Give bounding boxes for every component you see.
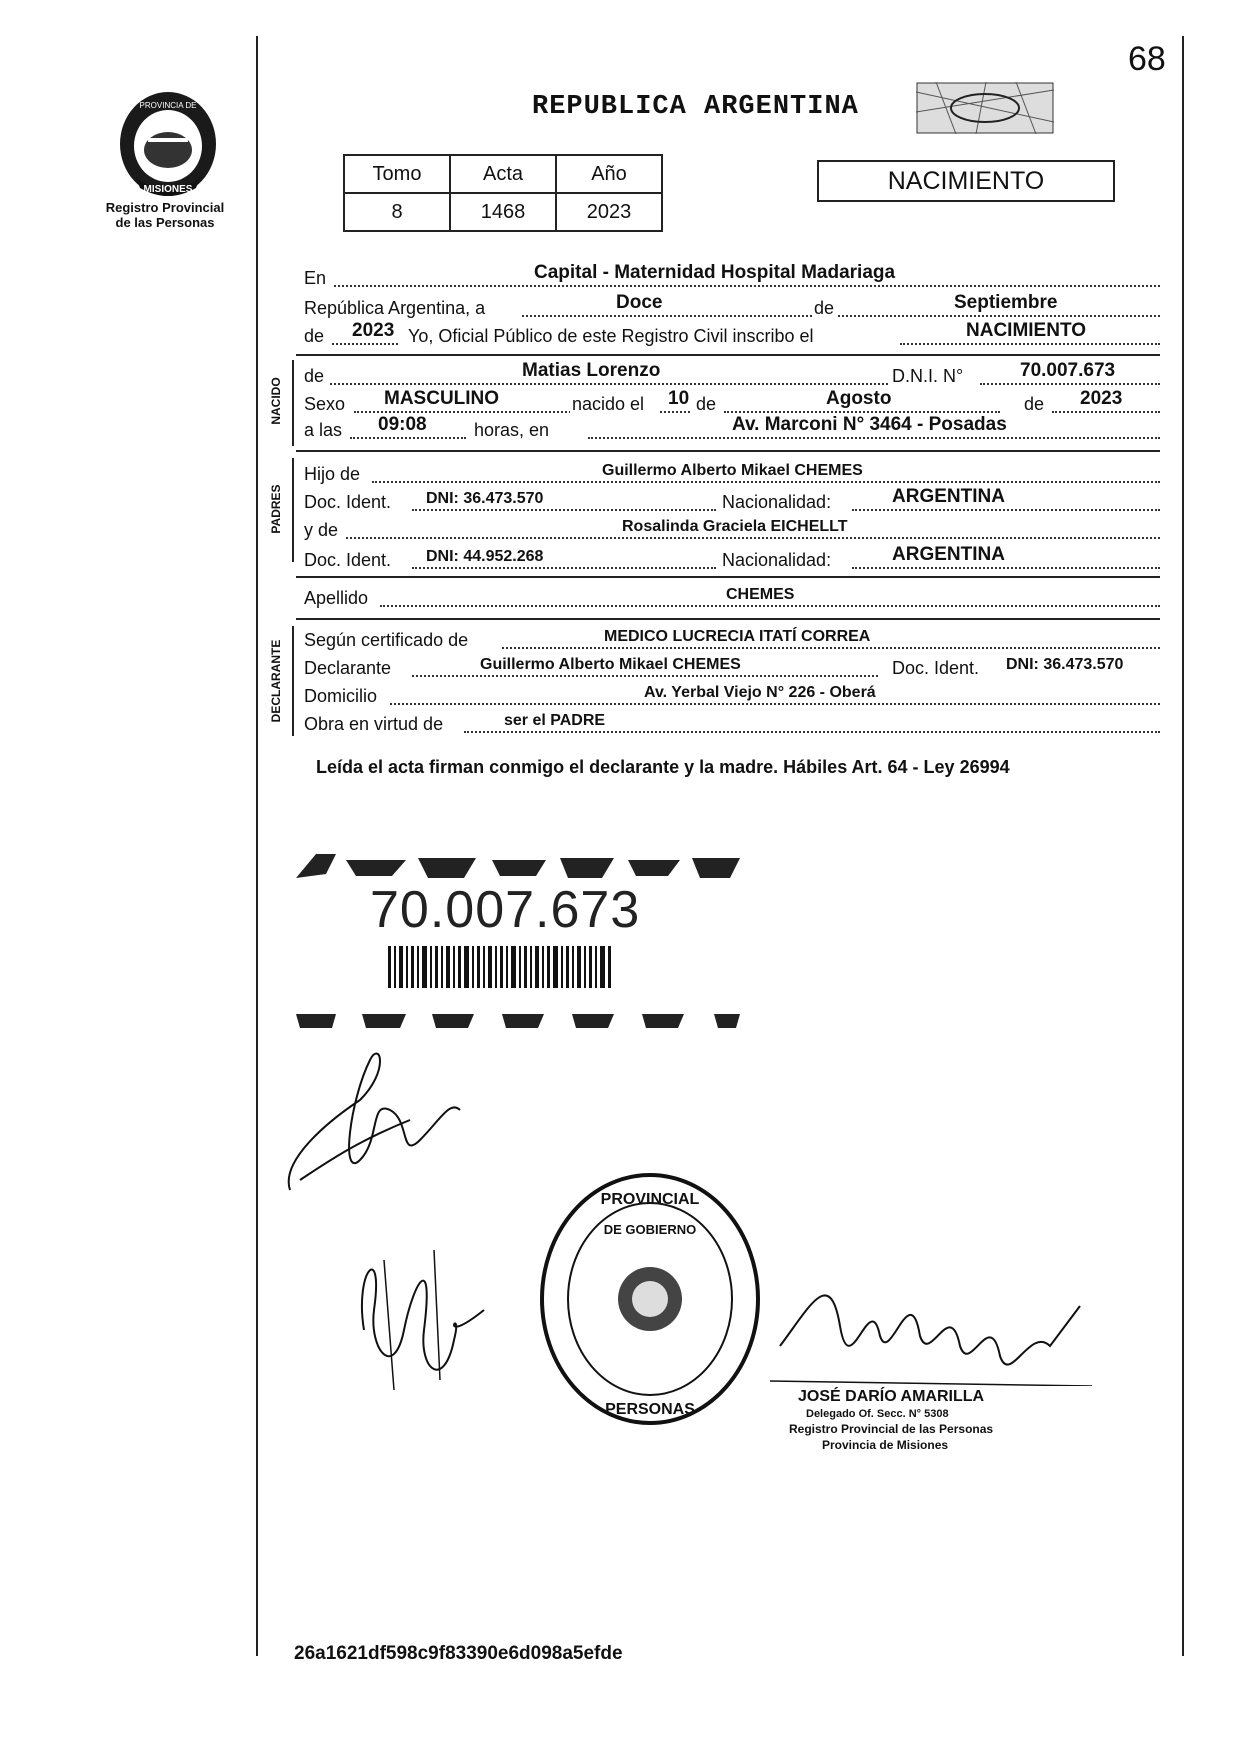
nacido-de-label: de [304, 366, 325, 386]
right-margin-line [1182, 36, 1184, 1656]
date-dots [522, 315, 1160, 317]
nacido-dni-label: D.N.I. N° [892, 366, 964, 386]
nacido-name-dots [330, 383, 912, 385]
birth-month-dots [724, 411, 1000, 413]
hijo-de-label: Hijo de [304, 464, 361, 484]
nacido-el-label: nacido el [572, 394, 645, 414]
official-province: Provincia de Misiones [822, 1438, 949, 1452]
domicilio-row [304, 680, 1160, 710]
apellido-row [304, 582, 1160, 612]
father-dots [372, 481, 1160, 483]
official-name: JOSÉ DARÍO AMARILLA [798, 1388, 985, 1405]
nacido-name: Matias Lorenzo [522, 360, 661, 381]
birth-day: 10 [668, 388, 690, 409]
left-margin-line [256, 36, 258, 1656]
coat-of-arms-stamp-icon [916, 82, 1054, 134]
nacido-dni: 70.007.673 [1020, 360, 1116, 381]
declarante-dots [412, 675, 878, 677]
official-signature-icon [770, 1246, 1092, 1386]
nacido-name-row [304, 360, 1160, 390]
declarante-doc: DNI: 36.473.570 [1006, 656, 1124, 673]
father-nationality: ARGENTINA [892, 486, 1005, 507]
place-row [304, 262, 1160, 292]
separator-3 [296, 576, 1160, 578]
declarante-label: Declarante [304, 658, 392, 678]
registry-line2: de las Personas [115, 215, 215, 230]
svg-text:PROVINCIA DE: PROVINCIA DE [139, 101, 197, 110]
declarante-bracket [292, 626, 294, 736]
padres-section-label: PADRES [269, 484, 283, 534]
mother-doc-dots [412, 567, 716, 569]
padres-bracket [292, 458, 294, 562]
father-nationality-dots [852, 509, 1160, 511]
declarante-row [304, 652, 1160, 682]
separator-2 [296, 450, 1160, 452]
father-doc: DNI: 36.473.570 [426, 490, 544, 507]
obra-row [304, 708, 1160, 738]
sexo-label: Sexo [304, 394, 346, 414]
document-type-box: NACIMIENTO [817, 160, 1115, 202]
acta-value-anio: 2023 [556, 193, 662, 231]
apellido-dots [380, 605, 1160, 607]
acta-table-header-row [344, 155, 662, 193]
province-seal-icon [112, 88, 224, 200]
father-doc-row [304, 486, 1160, 516]
svg-text:PROVINCIAL: PROVINCIAL [600, 1191, 700, 1208]
date-de1-label: de [814, 298, 835, 318]
place-value: Capital - Maternidad Hospital Madariaga [534, 262, 896, 283]
registry-line1: Registro Provincial [105, 200, 225, 215]
mother-doc: DNI: 44.952.268 [426, 548, 544, 565]
place-label: En [304, 268, 327, 288]
acta-table-value-row [344, 193, 662, 231]
official-title: Delegado Of. Secc. N° 5308 [806, 1408, 949, 1420]
declarante-section-label: DECLARANTE [269, 639, 283, 723]
dni-sticker-number: 70.007.673 [370, 881, 641, 939]
registry-name [90, 200, 240, 230]
birth-month: Agosto [826, 388, 892, 409]
birth-de1-label: de [696, 394, 717, 414]
page-title: REPUBLICA ARGENTINA [532, 92, 859, 122]
official-stamp-icon [536, 1168, 764, 1430]
sexo-value: MASCULINO [384, 388, 500, 409]
obra-label: Obra en virtud de [304, 714, 444, 734]
svg-text:PERSONAS: PERSONAS [605, 1401, 695, 1418]
date-row [304, 292, 1160, 322]
birth-day-dots [660, 411, 690, 413]
nacido-bracket [292, 360, 294, 446]
republica-label: República Argentina, a [304, 298, 486, 318]
domicilio-value: Av. Yerbal Viejo N° 226 - Oberá [644, 684, 876, 701]
document-hash: 26a1621df598c9f83390e6d098a5efde [294, 1643, 623, 1664]
barcode-icon [388, 946, 612, 988]
mother-row [304, 514, 1160, 544]
date-de2-label: de [304, 326, 325, 346]
birth-time: 09:08 [378, 414, 427, 435]
mother-dots [346, 537, 1160, 539]
father-nationality-label: Nacionalidad: [722, 492, 832, 512]
closing-text: Leída el acta firman conmigo el declarante y la madre. Hábiles Art. 64 - Ley 26994 [316, 757, 1010, 777]
declarante-doc-label: Doc. Ident. [892, 658, 980, 678]
birth-year: 2023 [1080, 388, 1123, 409]
mother-doc-label: Doc. Ident. [304, 550, 392, 570]
page-number: 68 [1128, 40, 1166, 78]
birth-place-dots [588, 437, 1160, 439]
mother-nationality: ARGENTINA [892, 544, 1005, 565]
official-registry: Registro Provincial de las Personas [789, 1422, 994, 1436]
certificate-row [304, 624, 1160, 654]
certificate-label: Según certificado de [304, 630, 469, 650]
sticker-pattern-bottom-icon [296, 1010, 740, 1032]
date-year: 2023 [352, 320, 395, 341]
acta-value-acta: 1468 [450, 193, 556, 231]
father-name: Guillermo Alberto Mikael CHEMES [602, 462, 863, 479]
inscribo-label: Yo, Oficial Público de este Registro Civil inscribo el [408, 326, 814, 346]
acta-header-acta: Acta [450, 155, 556, 193]
separator-1 [296, 354, 1160, 356]
domicilio-label: Domicilio [304, 686, 378, 706]
acta-header-tomo: Tomo [344, 155, 450, 193]
mother-signature-icon [344, 1230, 494, 1400]
svg-text:MISIONES: MISIONES [143, 184, 193, 195]
declarante-name: Guillermo Alberto Mikael CHEMES [480, 656, 741, 673]
nacido-time-row [304, 414, 1160, 444]
acta-table [343, 154, 663, 232]
birth-year-dots [1052, 411, 1160, 413]
mother-doc-row [304, 544, 1160, 574]
nacido-dni-dots [980, 383, 1160, 385]
place-dots [334, 285, 1160, 287]
mother-name: Rosalinda Graciela EICHELLT [622, 518, 848, 535]
domicilio-dots [390, 703, 1160, 705]
act-value: NACIMIENTO [966, 320, 1086, 341]
horas-label: horas, en [474, 420, 550, 440]
birth-place: Av. Marconi N° 3464 - Posadas [732, 414, 1007, 435]
apellido-label: Apellido [304, 588, 369, 608]
acta-header-anio: Año [556, 155, 662, 193]
date-day: Doce [616, 292, 663, 313]
svg-text:DE GOBIERNO: DE GOBIERNO [603, 1222, 697, 1237]
nacido-section-label: NACIDO [269, 377, 283, 425]
birth-de2-label: de [1024, 394, 1045, 414]
mother-nationality-label: Nacionalidad: [722, 550, 832, 570]
separator-4 [296, 618, 1160, 620]
y-de-label: y de [304, 520, 339, 540]
declarant-signature-icon [270, 1040, 470, 1200]
obra-dots [464, 731, 1160, 733]
certificate-value: MEDICO LUCRECIA ITATÍ CORREA [604, 628, 871, 645]
time-dots [350, 437, 466, 439]
apellido-value: CHEMES [726, 586, 795, 603]
act-dots [900, 343, 1160, 345]
obra-value: ser el PADRE [504, 712, 606, 729]
acta-value-tomo: 8 [344, 193, 450, 231]
date-month: Septiembre [954, 292, 1058, 313]
mother-nationality-dots [852, 567, 1160, 569]
sexo-dots [354, 411, 574, 413]
father-row [304, 458, 1160, 488]
father-doc-dots [412, 509, 716, 511]
certificate-dots [502, 647, 1160, 649]
inscription-row [304, 320, 1160, 350]
father-doc-label: Doc. Ident. [304, 492, 392, 512]
alas-label: a las [304, 420, 343, 440]
year-dots [332, 343, 398, 345]
sticker-pattern-top-icon [296, 850, 740, 884]
